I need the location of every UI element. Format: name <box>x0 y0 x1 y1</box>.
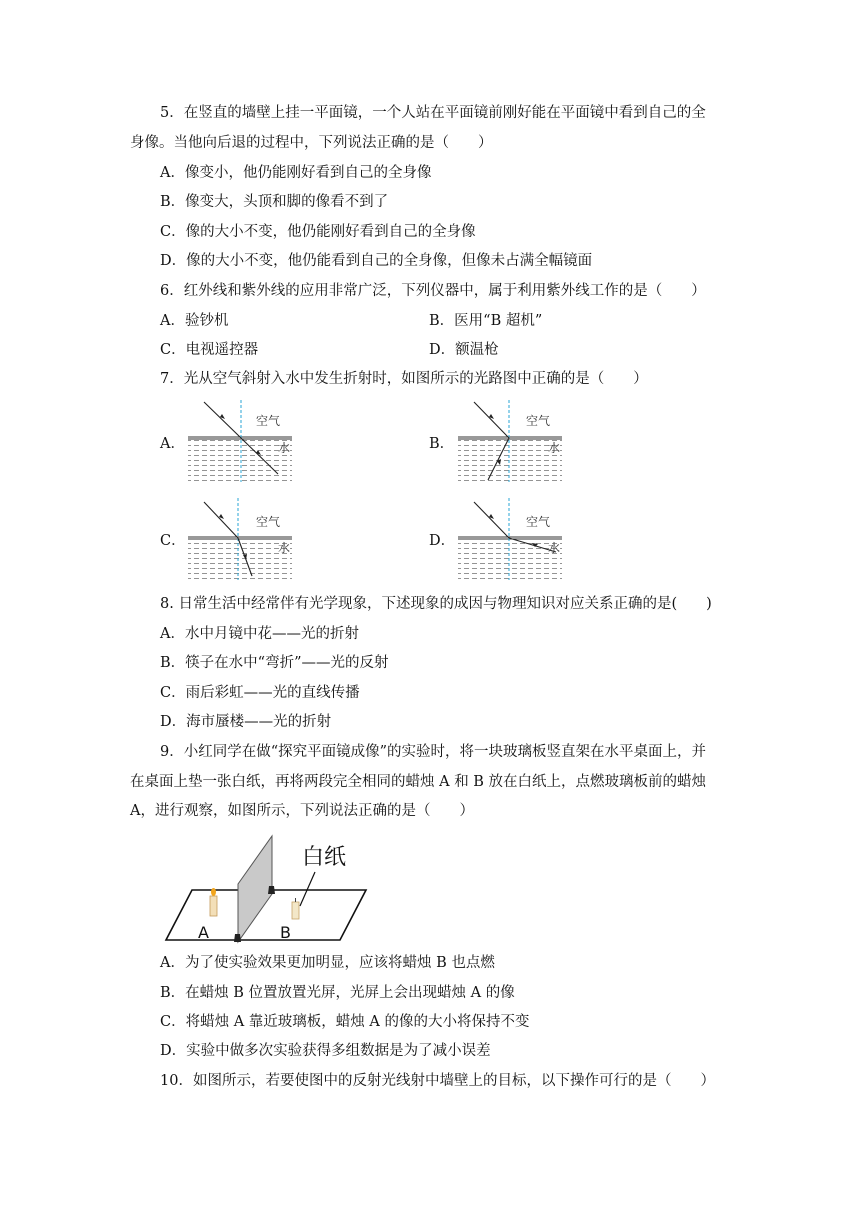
q9-candle-a-label: A <box>198 923 209 942</box>
q7-d-air-label: 空气 <box>526 515 551 529</box>
q10-stem: 10．如图所示，若要使图中的反射光线射中墙壁上的目标，以下操作可行的是（ ） <box>160 1073 715 1089</box>
q8-option-b: B．筷子在水中“弯折”——光的反射 <box>160 655 389 671</box>
q7-c-air-label: 空气 <box>256 515 281 529</box>
q7-a-water-label: 水 <box>278 441 291 455</box>
q7-diagram-a <box>186 398 294 484</box>
q6-stem: 6．红外线和紫外线的应用非常广泛，下列仪器中，属于利用紫外线工作的是（ ） <box>160 283 706 299</box>
q7-b-air-label: 空气 <box>526 414 551 428</box>
q5-option-c: C．像的大小不变，他仍能刚好看到自己的全身像 <box>160 224 476 240</box>
q9-option-d: D．实验中做多次实验获得多组数据是为了减小误差 <box>160 1043 491 1059</box>
q5-option-a: A．像变小，他仍能刚好看到自己的全身像 <box>160 165 432 181</box>
q7-option-b-label: B． <box>429 436 455 452</box>
q5-option-b: B．像变大，头顶和脚的像看不到了 <box>160 194 389 210</box>
q8-option-a: A．水中月镜中花——光的折射 <box>160 626 359 642</box>
q9-paper-label: 白纸 <box>302 845 347 870</box>
q9-option-a: A．为了使实验效果更加明显，应该将蜡烛 B 也点燃 <box>160 955 495 971</box>
q6-option-a: A．验钞机 <box>160 313 229 329</box>
q6-option-d: D．额温枪 <box>429 342 499 358</box>
q9-candle-b-label: B <box>280 923 291 942</box>
q8-option-c: C．雨后彩虹——光的直线传播 <box>160 685 360 701</box>
q9-diagram <box>160 832 370 944</box>
q8-stem: 8. 日常生活中经常伴有光学现象，下述现象的成因与物理知识对应关系正确的是( ) <box>160 596 712 612</box>
q7-stem: 7．光从空气斜射入水中发生折射时，如图所示的光路图中正确的是（ ） <box>160 371 648 387</box>
q7-diagram-c <box>186 496 294 582</box>
q9-option-c: C．将蜡烛 A 靠近玻璃板，蜡烛 A 的像的大小将保持不变 <box>160 1014 530 1030</box>
q7-b-water-label: 水 <box>548 441 561 455</box>
q7-a-air-label: 空气 <box>256 414 281 428</box>
q6-option-c: C．电视遥控器 <box>160 342 259 358</box>
q8-option-d: D．海市蜃楼——光的折射 <box>160 714 332 730</box>
q7-option-a-label: A． <box>160 436 185 452</box>
q9-stem-line2: 在桌面上垫一张白纸，再将两段完全相同的蜡烛 A 和 B 放在白纸上，点燃玻璃板前的蜡烛 <box>130 774 707 790</box>
q5-option-d: D．像的大小不变，他仍能看到自己的全身像，但像未占满全幅镜面 <box>160 253 593 269</box>
q5-stem-line1: 5．在竖直的墙壁上挂一平面镜，一个人站在平面镜前刚好能在平面镜中看到自己的全 <box>160 105 706 121</box>
q7-option-d-label: D． <box>429 533 456 549</box>
q9-stem-line1: 9．小红同学在做“探究平面镜成像”的实验时，将一块玻璃板竖直架在水平桌面上，并 <box>160 744 707 760</box>
q7-option-c-label: C． <box>160 533 186 549</box>
q7-c-water-label: 水 <box>278 541 291 555</box>
q6-option-b: B．医用“B 超机” <box>429 313 543 329</box>
q7-d-water-label: 水 <box>548 541 561 555</box>
q5-stem-line2: 身像。当他向后退的过程中，下列说法正确的是（ ） <box>130 135 493 151</box>
q7-diagram-b <box>456 398 564 484</box>
q9-stem-line3: A，进行观察，如图所示，下列说法正确的是（ ） <box>130 803 474 819</box>
q9-option-b: B．在蜡烛 B 位置放置光屏，光屏上会出现蜡烛 A 的像 <box>160 985 515 1001</box>
q7-diagram-d <box>456 496 564 582</box>
